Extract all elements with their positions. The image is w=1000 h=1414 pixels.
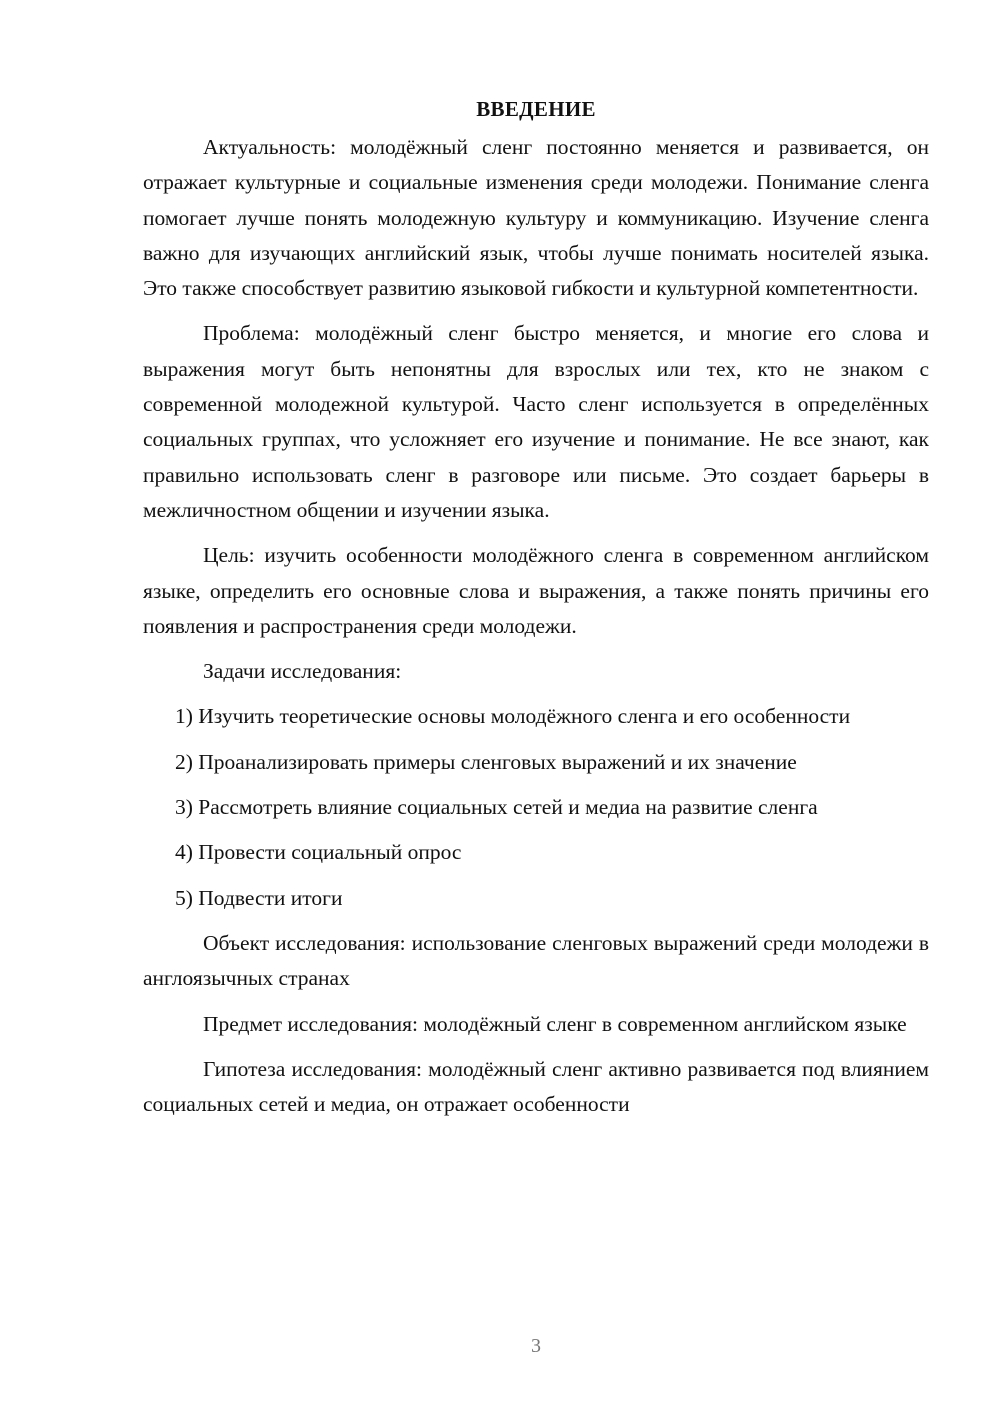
section-heading: ВВЕДЕНИЕ [476,97,596,121]
paragraph-problem: Проблема: молодёжный сленг быстро меняется, и многие его слова и выражения могут быть непонятны для взрослых или тех, кто не знаком с современной молодежной культурой. Часто сленг используется в определённых социальных группах, что усложняет его изучение и понимание. Не все знают, как правильно использовать сленг в разговоре или письме. Это создает барьеры в межличностном общении и изучении языка. [143,321,929,522]
paragraph-tasks-intro: Задачи исследования: [203,659,402,684]
paragraph-object: Объект исследования: использование сленговых выражений среди молодежи в англоязычных странах [143,930,929,991]
task-item: 4) Провести социальный опрос [175,840,462,865]
task-item: 2) Проанализировать примеры сленговых выражений и их значение [175,749,797,774]
paragraph-goal: Цель: изучить особенности молодёжного сленга в современном английском языке, определить его основные слова и выражения, а также понять причины его появления и распространения среди молодежи. [143,543,929,638]
task-item: 3) Рассмотреть влияние социальных сетей и медиа на развитие сленга [175,795,818,820]
paragraph-relevance: Актуальность: молодёжный сленг постоянно меняется и развивается, он отражает культурные и социальные изменения среди молодежи. Понимание сленга помогает лучше понять молодежную культуру и коммуникацию. Изучение сленга важно для изучающих английский язык, чтобы лучше понимать носителей языка. Это также способствует развитию языковой гибкости и культурной компетентности. [143,135,929,301]
task-item: 5) Подвести итоги [175,885,343,910]
page-content [143,94,929,1122]
page-number: 3 [531,1335,541,1357]
paragraph-subject: Предмет исследования: молодёжный сленг в современном английском языке [203,1011,907,1036]
task-item: 1) Изучить теоретические основы молодёжного сленга и его особенности [175,704,851,729]
paragraph-hypothesis: Гипотеза исследования: молодёжный сленг активно развивается под влиянием социальных сетей и медиа, он отражает особенности [143,1056,929,1117]
